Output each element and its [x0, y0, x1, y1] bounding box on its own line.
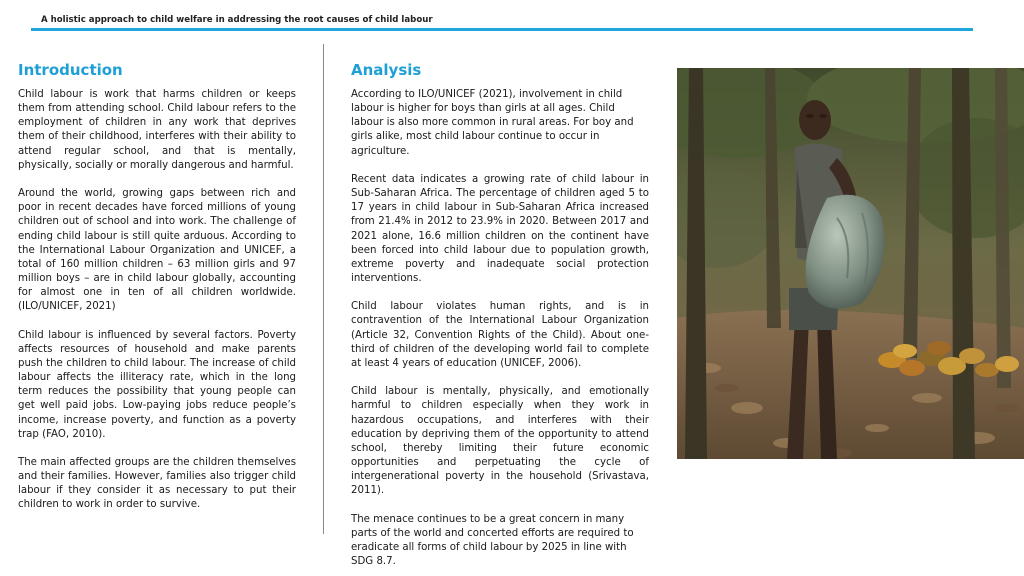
introduction-paragraph: Child labour is work that harms children or keeps them from attending school. Child labour refers to the employment of children in any work that deprives them of their childhood, interferes with their ability to attend regular school, and that is mentally, physically, socially or morally dangerous and harmful. [18, 89, 296, 171]
cocoa-plantation-illustration [677, 68, 1024, 459]
introduction-paragraph: Around the world, growing gaps between rich and poor in recent decades have forced millions of young children out of school and into work. The challenge of ending child labour is still quite arduous. According to the International Labour Organization and UNICEF, a total of 160 million children – 63 million girls and 97 million boys – are in child labour globally, accounting for almost one in ten of all children worldwide. (ILO/UNICEF, 2021) [18, 188, 296, 313]
analysis-paragraph: Child labour violates human rights, and is in contravention of the International Labour Organization (Article 32, Convention Rights of the Child). About one-third of children of the developing world fail to complete at least 4 years of education (UNICEF, 2006). [351, 301, 649, 369]
introduction-paragraph: The main affected groups are the children themselves and their families. However, families also trigger child labour if they consider it as necessary to put their children to work in order to survive. [18, 457, 296, 511]
child-labour-photo [677, 68, 1024, 459]
analysis-paragraph: The menace continues to be a great concern in many parts of the world and concerted efforts are required to eradicate all forms of child labour by 2025 in line with SDG 8.7. [351, 513, 634, 568]
analysis-paragraph: Child labour is mentally, physically, and emotionally harmful to children especially when they work in hazardous occupations, and interferes with their education by depriving them of the opportunity to attend school, thereby limiting their future economic opportunities and perpetuating the cycle of intergenerational poverty in the household (Srivastava, 2011). [351, 386, 649, 497]
analysis-body [351, 88, 649, 569]
analysis-paragraph: Recent data indicates a growing rate of child labour in Sub-Saharan Africa. The percentage of children aged 5 to 17 years in child labour in Sub-Saharan Africa increased from 21.4% in 2012 to 23.9% in 2020. Between 2017 and 2021 alone, 16.6 million children on the continent have been forced into child labour due to population growth, extreme poverty and inadequate social protection interventions. [351, 173, 649, 285]
analysis-paragraph: According to ILO/UNICEF (2021), involvement in child labour is higher for boys than girls at all ages. Child labour is also more common in rural areas. For boy and girls alike, most child labour continue to occur in agriculture. [351, 89, 634, 157]
introduction-heading: Introduction [18, 61, 123, 79]
header-divider [31, 28, 973, 31]
document-header-title: A holistic approach to child welfare in addressing the root causes of child labour [41, 15, 433, 25]
column-divider [323, 44, 324, 534]
introduction-body [18, 88, 296, 513]
analysis-heading: Analysis [351, 61, 422, 79]
introduction-paragraph: Child labour is influenced by several factors. Poverty affects resources of household and make parents push the children to child labour. The increase of child labour affects the illiteracy rate, which in the long term reduces the possibility that young people can get well paid jobs. Low-paying jobs reduce people’s income, increase poverty, and function as a poverty trap (FAO, 2010). [18, 329, 296, 440]
